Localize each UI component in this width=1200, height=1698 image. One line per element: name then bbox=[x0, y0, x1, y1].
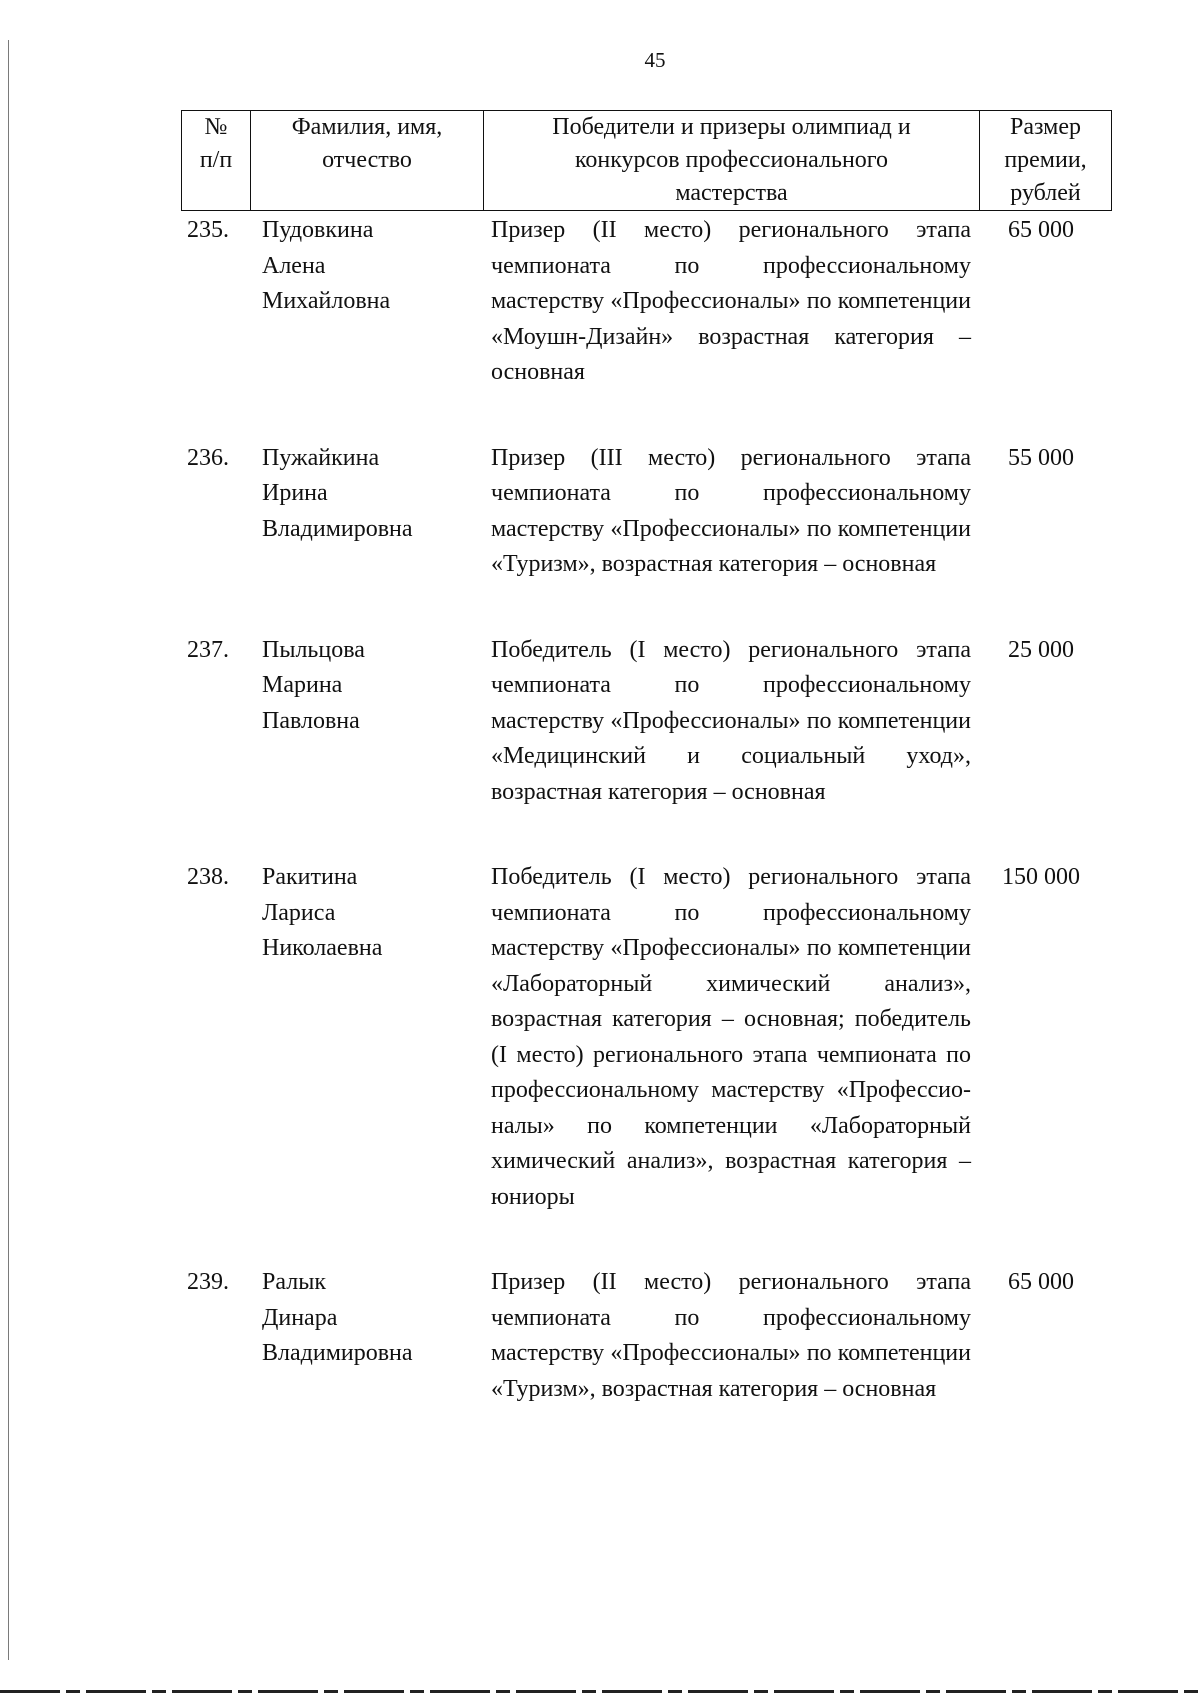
entry-surname: Ралык bbox=[262, 1269, 326, 1295]
entry-patronymic: Михайловна bbox=[262, 288, 391, 314]
entry-surname: Пыльцова bbox=[262, 636, 365, 663]
entry-full-name bbox=[262, 860, 491, 1215]
entry-achievement: Победитель (I место) регионального этапа чемпионата по профессиональному мастерству «Профессионалы» по компетенции «Медицинский и социальный уход», возрастная категория – основная bbox=[491, 636, 971, 805]
entry-first-name: Алена bbox=[262, 252, 326, 279]
entry-achievement: Призер (II место) регионального этапа чемпионата по профессиональному мастерству «Профессионалы» по компетенции «Моушн-Дизайн» возрастная категория – основная bbox=[491, 217, 971, 385]
entry-prize-amount: 65 000 bbox=[1008, 1269, 1074, 1295]
list-item bbox=[181, 213, 1111, 391]
table-header bbox=[181, 110, 1112, 211]
entry-first-name: Ирина bbox=[262, 480, 328, 506]
entry-patronymic: Владимировна bbox=[262, 515, 413, 542]
entry-prize-amount: 25 000 bbox=[1008, 636, 1074, 663]
list-item bbox=[181, 441, 1111, 583]
header-cell-name: Фамилия, имя, отчество bbox=[251, 111, 484, 211]
entry-patronymic: Николаевна bbox=[262, 935, 383, 961]
header-cell-amount: Размер премии, рублей bbox=[980, 111, 1112, 211]
entry-patronymic: Павловна bbox=[262, 707, 360, 734]
entry-number: 239. bbox=[187, 1269, 229, 1295]
page-number: 45 bbox=[644, 48, 666, 72]
header-cell-number: № п/п bbox=[182, 111, 251, 211]
entry-full-name bbox=[262, 441, 491, 583]
entry-first-name: Динара bbox=[262, 1304, 338, 1331]
entry-full-name bbox=[262, 633, 491, 811]
entry-full-name bbox=[262, 1265, 491, 1407]
entry-achievement: Призер (II место) регионального этапа чемпионата по профессиональному мастерству «Профессионалы» по компетенции «Туризм», возрастная категория – основная bbox=[491, 1269, 971, 1402]
entry-number: 236. bbox=[187, 444, 229, 471]
entry-patronymic: Владимировна bbox=[262, 1340, 413, 1366]
page-bottom-edge bbox=[0, 1690, 1200, 1693]
list-item bbox=[181, 633, 1111, 811]
entry-number: 238. bbox=[187, 864, 229, 890]
entry-surname: Ракитина bbox=[262, 864, 358, 890]
entry-number: 237. bbox=[187, 636, 229, 663]
entry-achievement: Победитель (I место) регионального этапа чемпионата по профессиональному мастерству «Профессионалы» по компетенции «Лабораторный химический анализ», возрастная категория – основная; победитель (I место) регионального этапа чемпионата по профессиональному мастерству «Профессионалы» по компетенции «Лабораторный химический анализ», возрастная категория – юниоры bbox=[491, 864, 971, 1210]
entry-first-name: Лариса bbox=[262, 899, 336, 926]
awards-list bbox=[181, 213, 1111, 1407]
entry-surname: Пудовкина bbox=[262, 217, 374, 243]
list-item bbox=[181, 1265, 1111, 1407]
page-edge-line bbox=[8, 40, 9, 1660]
entry-full-name bbox=[262, 213, 491, 391]
entry-first-name: Марина bbox=[262, 672, 343, 698]
header-cell-description: Победители и призеры олимпиад и конкурсов профессионального мастерства bbox=[484, 111, 980, 211]
entry-surname: Пужайкина bbox=[262, 444, 380, 471]
entry-prize-amount: 65 000 bbox=[1008, 217, 1074, 243]
list-item bbox=[181, 860, 1111, 1215]
entry-achievement: Призер (III место) регионального этапа чемпионата по профессиональному мастерству «Профессионалы» по компетенции «Туризм», возрастная категория – основная bbox=[491, 444, 971, 577]
entry-prize-amount: 150 000 bbox=[1002, 864, 1080, 890]
entry-prize-amount: 55 000 bbox=[1008, 444, 1074, 471]
entry-number: 235. bbox=[187, 217, 229, 243]
